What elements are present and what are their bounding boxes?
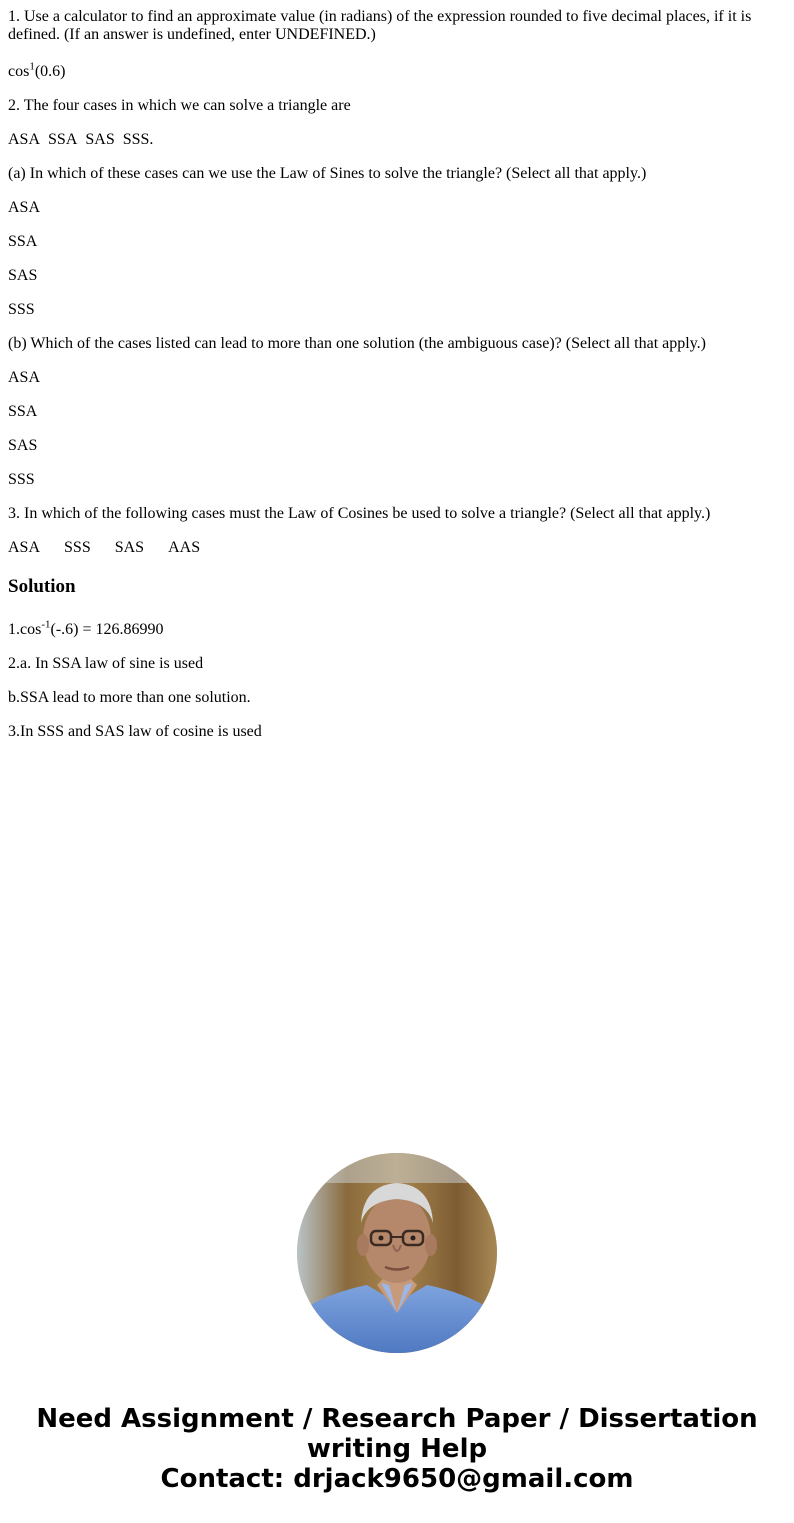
question-2a-text: (a) In which of these cases can we use the Law of Sines to solve the triangle? (Select all that apply.) bbox=[8, 165, 647, 182]
question-2b-text: (b) Which of the cases listed can lead to more than one solution (the ambiguous case)? (Select all that apply.) bbox=[8, 335, 706, 352]
question-3-text: 3. In which of the following cases must the Law of Cosines be used to solve a triangle? (Select all that apply.) bbox=[8, 505, 711, 522]
solution-line-4: 3.In SSS and SAS law of cosine is used bbox=[8, 723, 262, 740]
solution-result: (-.6) = 126.86990 bbox=[50, 621, 164, 638]
question-2-cases bbox=[8, 131, 153, 149]
case-label: SAS bbox=[85, 131, 115, 148]
question-1-expression bbox=[8, 60, 66, 81]
author-avatar bbox=[297, 1153, 497, 1353]
solution-line-3: b.SSA lead to more than one solution. bbox=[8, 689, 251, 706]
option-ssa: SSA bbox=[8, 233, 38, 250]
solution-line-2: 2.a. In SSA law of sine is used bbox=[8, 655, 204, 672]
author-photo bbox=[297, 1153, 497, 1353]
case-label: SSS. bbox=[122, 131, 154, 148]
option-sss: SSS bbox=[8, 301, 35, 318]
option-sss: SSS bbox=[64, 539, 91, 556]
option-sas: SAS bbox=[8, 437, 38, 454]
option-ssa: SSA bbox=[8, 403, 38, 420]
solution-line-1 bbox=[8, 618, 164, 639]
option-asa: ASA bbox=[8, 539, 41, 556]
expression-argument: (0.6) bbox=[34, 63, 66, 80]
case-label: ASA bbox=[8, 131, 41, 148]
expression-base: cos bbox=[8, 63, 30, 80]
banner-line-1: Need Assignment / Research Paper / Dissertation bbox=[36, 1404, 758, 1434]
question-3-options bbox=[8, 539, 200, 557]
contact-banner bbox=[0, 1404, 794, 1494]
question-2-intro: 2. The four cases in which we can solve a triangle are bbox=[8, 97, 351, 114]
expression-superscript: 1 bbox=[29, 60, 35, 73]
option-asa: ASA bbox=[8, 369, 41, 386]
solution-heading: Solution bbox=[8, 576, 76, 597]
option-aas: AAS bbox=[168, 539, 201, 556]
option-asa: ASA bbox=[8, 199, 41, 216]
banner-line-2: writing Help bbox=[306, 1434, 488, 1464]
option-sas: SAS bbox=[8, 267, 38, 284]
question-1-text: 1. Use a calculator to find an approximate value (in radians) of the expression rounded to five decimal places, if it is defined. (If an answer is undefined, enter UNDEFINED.) bbox=[8, 8, 752, 43]
solution-expression-base: 1.cos bbox=[8, 621, 42, 638]
banner-contact-line: Contact: drjack9650@gmail.com bbox=[160, 1464, 634, 1494]
case-label: SSA bbox=[48, 131, 78, 148]
option-sas: SAS bbox=[114, 539, 145, 556]
solution-superscript: -1 bbox=[41, 618, 51, 631]
option-sss: SSS bbox=[8, 471, 35, 488]
